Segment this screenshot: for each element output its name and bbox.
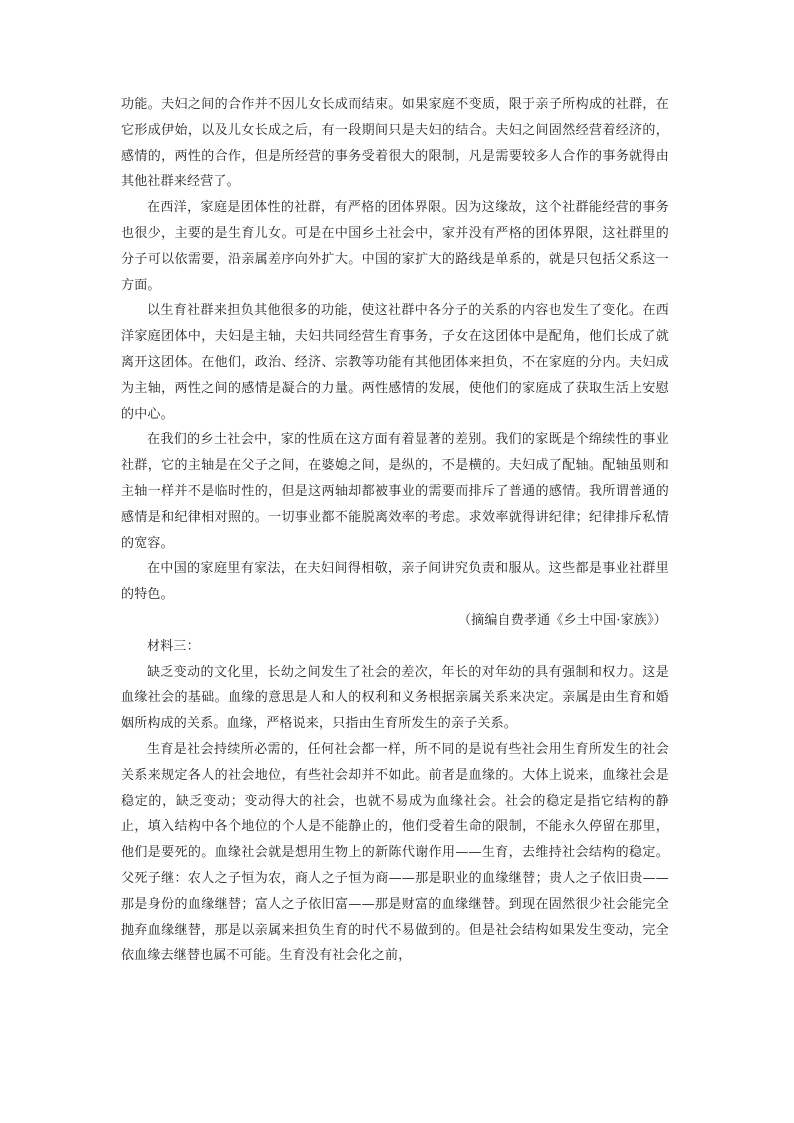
document-page — [121, 92, 669, 969]
material-three-heading: 材料三： — [147, 638, 200, 654]
paragraph-6: 缺乏变动的文化里，长幼之间发生了社会的差次，年长的对年幼的具有强制和权力。这是血缘社会的基础。血缘的意思是人和人的权利和义务根据亲属关系来决定。亲属是由生育和婚姻所构成的关系。血缘，严格说来，只指由生育所发生的亲子关系。 — [121, 664, 669, 732]
paragraph-4: 在我们的乡土社会中，家的性质在这方面有着显著的差别。我们的家既是个绵续性的事业社群，它的主轴是在父子之间，在婆媳之间，是纵的，不是横的。夫妇成了配轴。配轴虽则和主轴一样并不是临时性的，但是这两轴却都被事业的需要而排斥了普通的感情。我所谓普通的感情是和纪律相对照的。一切事业都不能脱离效率的考虑。求效率就得讲纪律；纪律排斥私情的宽容。 — [121, 432, 669, 551]
paragraph-3: 以生育社群来担负其他很多的功能，使这社群中各分子的关系的内容也发生了变化。在西洋家庭团体中，夫妇是主轴，夫妇共同经营生育事务，子女在这团体中是配角，他们长成了就离开这团体。在他们，政治、经济、宗教等功能有其他团体来担负，不在家庭的分内。夫妇成为主轴，两性之间的感情是凝合的力量。两性感情的发展，使他们的家庭成了获取生活上安慰的中心。 — [121, 303, 669, 422]
source-citation: （摘编自费孝通《乡土中国·家族》） — [457, 612, 667, 628]
paragraph-5: 在中国的家庭里有家法，在夫妇间得相敬，亲子间讲究负责和服从。这些都是事业社群里的特色。 — [121, 561, 669, 603]
paragraph-1: 功能。夫妇之间的合作并不因儿女长成而结束。如果家庭不变质，限于亲子所构成的社群，在它形成伊始，以及儿女长成之后，有一段期间只是夫妇的结合。夫妇之间固然经营着经济的，感情的，两性的合作，但是所经营的事务受着很大的限制，凡是需要较多人合作的事务就得由其他社群来经营了。 — [121, 97, 669, 190]
paragraph-7: 生育是社会持续所必需的，任何社会都一样，所不同的是说有些社会用生育所发生的社会关系来规定各人的社会地位，有些社会却并不如此。前者是血缘的。大体上说来，血缘社会是稳定的，缺乏变动；变动得大的社会，也就不易成为血缘社会。社会的稳定是指它结构的静止，填入结构中各个地位的个人是不能静止的，他们受着生命的限制，不能永久停留在那里，他们是要死的。血缘社会就是想用生物上的新陈代谢作用——生育，去维持社会结构的稳定。父死子继：农人之子恒为农，商人之子恒为商——那是职业的血缘继替；贵人之子依旧贵——那是身份的血缘继替；富人之子依旧富——那是财富的血缘继替。到现在固然很少社会能完全抛弃血缘继替，那是以亲属来担负生育的时代不易做到的。但是社会结构如果发生变动，完全依血缘去继替也属不可能。生育没有社会化之前， — [121, 741, 669, 964]
paragraph-2: 在西洋，家庭是团体性的社群，有严格的团体界限。因为这缘故，这个社群能经营的事务也很少，主要的是生育儿女。可是在中国乡土社会中，家并没有严格的团体界限，这社群里的分子可以依需要，沿亲属差序向外扩大。中国的家扩大的路线是单系的，就是只包括父系这一方面。 — [121, 200, 669, 293]
